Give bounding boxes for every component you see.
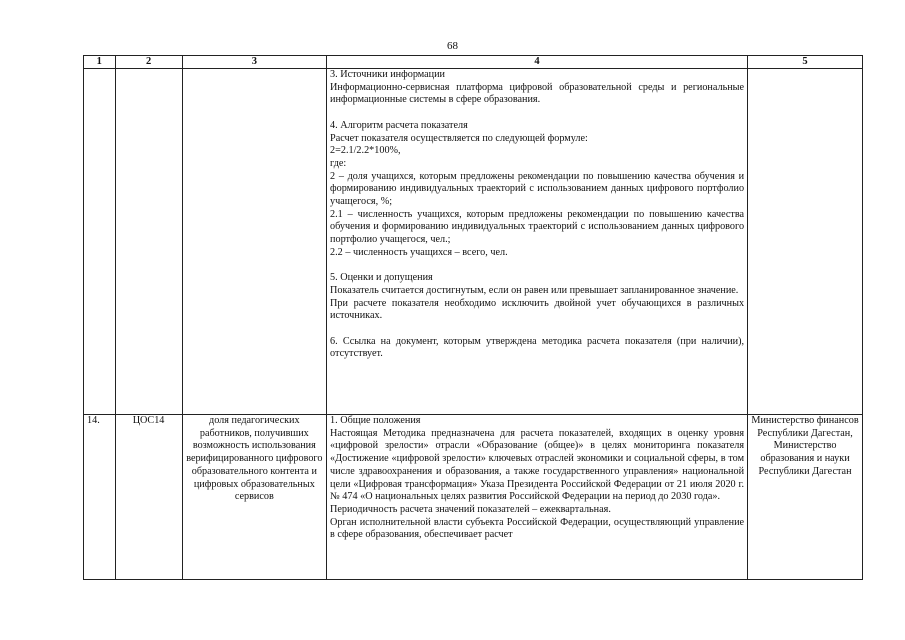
cell-methodology bbox=[327, 415, 748, 580]
cell-number-empty bbox=[84, 69, 116, 415]
cell-responsible-empty bbox=[748, 69, 863, 415]
paragraph: Настоящая Методика предназначена для расчета показателей, входящих в оценку уровня «цифровой зрелости» отрасли «Образование (общее)» в целях мониторинга показателя «Достижение «цифровой зрелости» ключевых отраслей экономики и социальной сферы, в том числе здравоохранения и образования, а также государственного управления» национальной цели «Цифровая трансформация» Указа Президента Российской Федерации от 21 июля 2020 г. № 474 «О национальных целях развития Российской Федерации на период до 2030 года». bbox=[330, 427, 745, 503]
cell-row-number: 14. bbox=[84, 415, 116, 580]
paragraph: 2.2 – численность учащихся – всего, чел. bbox=[330, 246, 508, 258]
page-number: 68 bbox=[447, 40, 458, 52]
header-col-3: 3 bbox=[182, 56, 326, 69]
header-col-2: 2 bbox=[115, 56, 182, 69]
cell-indicator-code: ЦОС14 bbox=[115, 415, 182, 580]
cell-indicator-name: доля педагогических работников, получивших возможность использования верифицированного цифрового образовательного контента и цифровых образовательных сервисов bbox=[182, 415, 326, 580]
paragraph: 2 – доля учащихся, которым предложены рекомендации по повышению качества обучения и формированию индивидуальных траекторий с использованием данных цифрового портфолио учащегося, %; bbox=[330, 170, 745, 208]
section-heading-algorithm: 4. Алгоритм расчета показателя bbox=[330, 119, 468, 131]
header-col-1: 1 bbox=[84, 56, 116, 69]
paragraph: 2.1 – численность учащихся, которым предложены рекомендации по повышению качества обучения и формированию индивидуальных траекторий с использованием данных цифрового портфолио учащегося, чел.; bbox=[330, 208, 745, 246]
paragraph: где: bbox=[330, 157, 347, 169]
section-heading-sources: 3. Источники информации bbox=[330, 69, 446, 80]
section-heading-general: 1. Общие положения bbox=[330, 415, 421, 426]
table-row-14 bbox=[84, 415, 863, 580]
header-col-4: 4 bbox=[327, 56, 748, 69]
cell-indicator-empty bbox=[182, 69, 326, 415]
paragraph: При расчете показателя необходимо исключить двойной учет обучающихся в различных источниках. bbox=[330, 297, 745, 322]
cell-responsible-body: Министерство финансов Республики Дагестан, Министерство образования и науки Республики Дагестан bbox=[748, 415, 863, 580]
section-heading-assumptions: 5. Оценки и допущения bbox=[330, 272, 433, 284]
paragraph: Расчет показателя осуществляется по следующей формуле: bbox=[330, 132, 588, 144]
formula: 2=2.1/2.2*100%, bbox=[330, 145, 401, 157]
header-col-5: 5 bbox=[748, 56, 863, 69]
table-header-row bbox=[84, 56, 863, 69]
cell-methodology-continued bbox=[327, 69, 748, 415]
paragraph: Информационно-сервисная платформа цифровой образовательной среды и региональные информационные системы в сфере образования. bbox=[330, 81, 745, 106]
section-heading-reference: 6. Ссылка на документ, которым утверждена методика расчета показателя (при наличии), отсутствует. bbox=[330, 335, 745, 360]
table-row-continued bbox=[84, 69, 863, 415]
methodology-table bbox=[83, 55, 863, 580]
paragraph: Орган исполнительной власти субъекта Российской Федерации, осуществляющий управление в сфере образования, обеспечивает расчет bbox=[330, 516, 745, 541]
paragraph: Показатель считается достигнутым, если он равен или превышает запланированное значение. bbox=[330, 284, 739, 296]
paragraph: Периодичность расчета значений показателей – ежеквартальная. bbox=[330, 503, 611, 515]
cell-code-empty bbox=[115, 69, 182, 415]
